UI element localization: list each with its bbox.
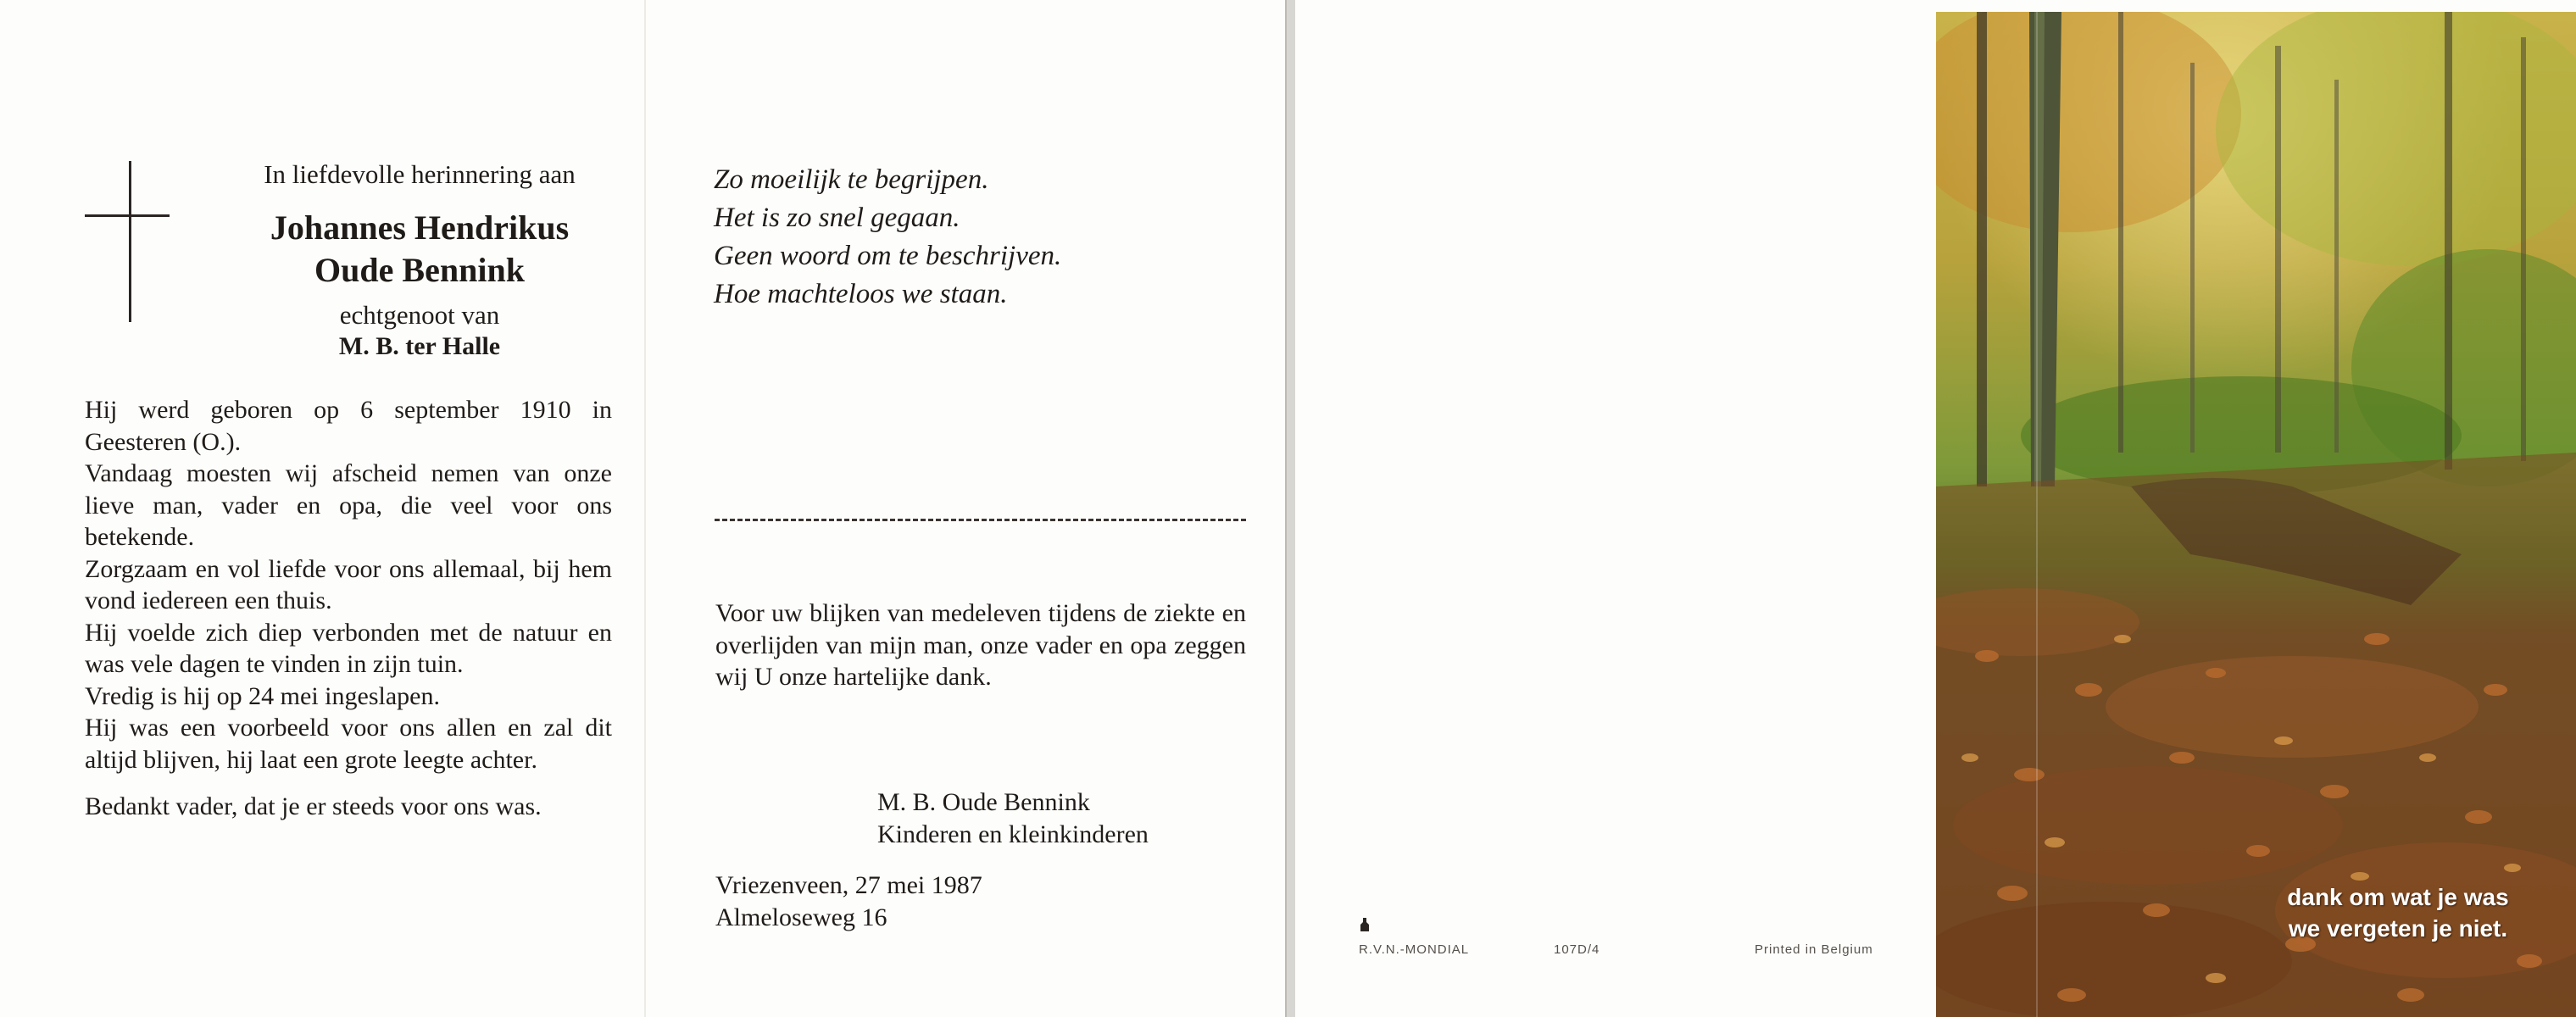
publisher-text: R.V.N.-MONDIAL [1359,942,1470,957]
card-outside [1295,0,2576,1017]
dashed-divider [715,519,1246,521]
poem-line: Zo moeilijk te begrijpen. [714,164,989,195]
photo-caption [2254,881,2542,944]
signers [877,786,1149,850]
printer-logo-icon [1359,917,1371,932]
caption-line: we vergeten je niet. [2288,915,2508,942]
biography [85,394,612,823]
spouse-name: M. B. ter Halle [338,332,501,360]
card-inside [0,0,1287,1017]
bio-line: Vandaag moesten wij afscheid nemen van onze lieve man, vader en opa, die veel voor ons betekende. [85,459,612,551]
caption-line: dank om wat je was [2287,884,2509,910]
bio-line: Vredig is hij op 24 mei ingeslapen. [85,681,440,710]
memorial-page [0,0,644,1017]
bio-line: Zorgzaam en vol liefde voor ons allemaal, bij hem vond iedereen een thuis. [85,554,612,614]
bio-line: Hij voelde zich diep verbonden met de natuur en was vele dagen te vinden in zijn tuin. [85,618,612,678]
deceased-name-line1: Johannes Hendrikus [270,208,570,247]
closing-text: Bedankt vader, dat je er steeds voor ons was. [85,792,542,820]
poem-thanks-page [646,0,1285,1017]
cross-icon [85,161,170,322]
cover-page [1936,0,2576,1017]
product-code: 107D/4 [1554,942,1600,957]
signer-line: Kinderen en kleinkinderen [877,820,1149,848]
bio-line: Hij werd geboren op 6 september 1910 in Geesteren (O.). [85,396,612,456]
signer-line: M. B. Oude Bennink [877,788,1090,816]
thanks-text: Voor uw blijken van medeleven tijdens de ziekte en overlijden van mijn man, onze vader en opa zeggen wij U onze hartelijke dank. [715,599,1246,691]
poem-line: Geen woord om te beschrijven. [714,241,1062,271]
print-origin: Printed in Belgium [1755,942,1873,957]
poem-line: Hoe machteloos we staan. [714,279,1008,309]
place-date-line: Vriezenveen, 27 mei 1987 [715,871,982,899]
place-date [715,870,982,934]
spouse-label: echtgenoot van [339,300,500,330]
intro-text: In liefdevolle herinnering aan [264,159,576,189]
bio-line: Hij was een voorbeeld voor ons allen en zal dit altijd blijven, hij laat een grote leegte achter. [85,714,612,774]
poem [714,161,1256,314]
poem-line: Het is zo snel gegaan. [714,203,960,233]
deceased-name-line2: Oude Bennink [314,251,525,289]
autumn-forest-photo [1936,12,2576,1017]
memorial-header [174,159,665,361]
back-page [1295,0,1936,1017]
address-line: Almeloseweg 16 [715,903,887,931]
